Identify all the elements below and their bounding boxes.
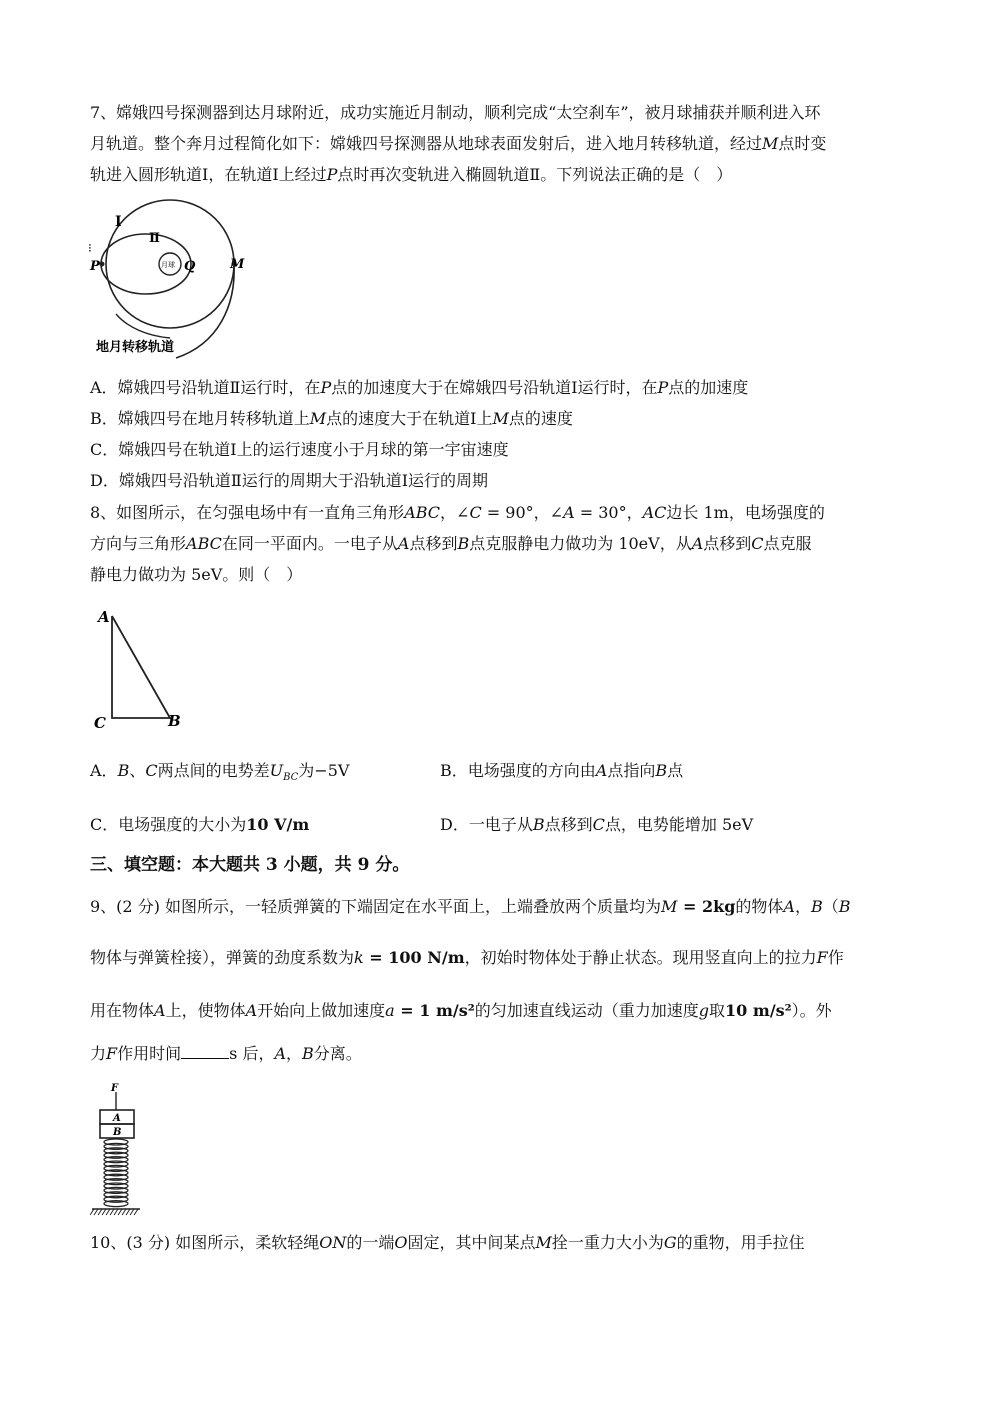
q9-line1: 9、(2 分) 如图所示，一轻质弹簧的下端固定在水平面上，上端叠放两个质量均为M = 2kg的物体A，B（B [90,897,851,916]
point-P [100,262,105,267]
q8-line2: 方向与三角形ABC在同一平面内。一电子从A点移到B点克服静电力做功为 10eV，从A点移到C点克服 [90,534,812,553]
answer-blank[interactable] [181,1044,229,1059]
hatch-line [98,1209,102,1215]
orbit-II-ellipse [101,234,191,294]
orbit-diagram [88,196,258,368]
q7-line1: 7、嫦娥四号探测器到达月球附近，成功实施近月制动，顺利完成“太空刹车”，被月球捕获并顺利进入环 [90,103,821,122]
hatch-line [90,1209,94,1215]
orbit-I-label: Ⅰ [115,214,122,230]
q7-option-B: B．嫦娥四号在地月转移轨道上M点的速度大于在轨道Ⅰ上M点的速度 [90,409,573,428]
triangle-diagram [92,602,192,732]
q7-option-A: A．嫦娥四号沿轨道Ⅱ运行时，在P点的加速度大于在嫦娥四号沿轨道Ⅰ运行时，在P点的加速度 [90,378,749,397]
q8-line3: 静电力做功为 5eV。则（ ） [90,565,303,584]
hatch-line [126,1209,130,1215]
block-B-label: B [113,1127,122,1138]
hatch-line [114,1209,118,1215]
q8-option-B: B．电场强度的方向由A点指向B点 [440,761,684,780]
q9-line3: 用在物体A上，使物体A开始向上做加速度a = 1 m/s²的匀加速直线运动（重力加速度g取10 m/s²）。外 [90,1001,832,1020]
hatch-line [110,1209,114,1215]
hatch-line [94,1209,98,1215]
force-F-label: F [111,1083,119,1094]
spring-coils [104,1139,128,1207]
q7-line3: 轨进入圆形轨道Ⅰ，在轨道Ⅰ上经过P点时再次变轨进入椭圆轨道Ⅱ。下列说法正确的是（ ） [90,165,733,184]
hatch-line [102,1209,106,1215]
M-label: M [230,257,245,272]
spring-coil [104,1201,128,1207]
spring-diagram [90,1080,144,1218]
q8-option-A: A．B、C两点间的电势差$U_{BC}$为−5V [90,761,350,784]
q9-line2: 物体与弹簧栓接），弹簧的劲度系数为k = 100 N/m，初始时物体处于静止状态。现用竖直向上的拉力F作 [90,948,844,967]
q7-option-C: C．嫦娥四号在轨道Ⅰ上的运行速度小于月球的第一宇宙速度 [90,440,509,459]
q8-line1: 8、如图所示，在匀强电场中有一直角三角形ABC，∠C = 90°，∠A = 30°，AC边长 1m，电场强度的 [90,503,825,522]
q9-line4: 力F作用时间 s 后，A，B分离。 [90,1044,362,1063]
P-label: P [90,259,100,274]
orbit-left-mark: ⁝ [88,241,92,255]
q8-option-C: C．电场强度的大小为10 V/m [90,815,310,834]
q10-line1: 10、(3 分) 如图所示，柔软轻绳ON的一端O固定，其中间某点M拴一重力大小为G的重物，用手拉住 [90,1233,805,1252]
hatch-line [130,1209,134,1215]
q8-option-D: D．一电子从B点移到C点，电势能增加 5eV [440,815,754,834]
Q-label: Q [184,259,196,274]
block-A-label: A [113,1113,121,1124]
hatch-line [106,1209,110,1215]
ground-hatch [90,1209,138,1215]
triangle-B-label: B [168,712,181,730]
q7-line2: 月轨道。整个奔月过程简化如下：嫦娥四号探测器从地球表面发射后，进入地月转移轨道，经过M点时变 [90,134,827,153]
orbit-II-label: Ⅱ [149,231,160,246]
hatch-line [122,1209,126,1215]
triangle-A-label: A [98,608,110,626]
section3-heading: 三、填空题：本大题共 3 小题，共 9 分。 [90,855,410,875]
moon-label: 月球 [161,261,175,269]
transfer-orbit-inner [116,314,170,338]
transfer-caption: 地月转移轨道 [96,340,175,355]
triangle-ABC [112,616,170,718]
triangle-C-label: C [94,714,106,732]
q7-option-D: D．嫦娥四号沿轨道Ⅱ运行的周期大于沿轨道Ⅰ运行的周期 [90,471,489,490]
hatch-line [134,1209,138,1215]
hatch-line [118,1209,122,1215]
transfer-orbit-curve [176,264,234,358]
